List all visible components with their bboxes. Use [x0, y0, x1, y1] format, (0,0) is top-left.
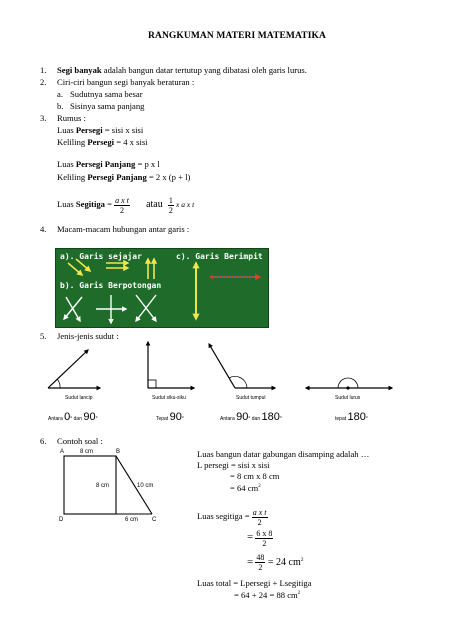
solution-segitiga-3 [247, 551, 303, 572]
angle-1-pre: Antara [48, 416, 65, 422]
frac1-den: 2 [120, 205, 125, 215]
luas-seg-eq: = [104, 199, 115, 209]
solution-total-2 [234, 589, 300, 600]
luas-pp-pre: Luas [57, 159, 76, 169]
angle-2-pre: Tepat [156, 416, 170, 422]
seg-frac-2-den: 2 [262, 538, 267, 548]
angle-3-name: Sudut tumpul [236, 395, 266, 401]
angle-1-name: Sudut lancip [65, 395, 93, 401]
solution-segitiga-1 [197, 507, 268, 527]
seg-eq-1: = [247, 531, 254, 543]
solution-line-2: = 8 cm x 8 cm [230, 471, 280, 481]
item-2b-text: Sisinya sama panjang [70, 101, 145, 111]
seg-result: = 24 cm [265, 556, 301, 568]
seg-frac-1 [252, 508, 268, 527]
angle-1-mid: dan [72, 416, 84, 422]
item-1-text [57, 65, 307, 75]
keliling-persegi-post: = 4 x sisi [114, 137, 148, 147]
luas-persegi-post: = sisi x sisi [102, 125, 144, 135]
keliling-persegi [57, 137, 148, 147]
frac2-den: 2 [168, 205, 173, 215]
luas-pp-post: = p x l [135, 159, 160, 169]
angle-4-pre: tepat [335, 416, 348, 422]
angle-3-v2-unit: ° [279, 416, 282, 422]
item-3-text: Rumus : [57, 113, 86, 123]
seg-frac-1-den: 2 [257, 517, 262, 527]
solution-line-1: L persegi = sisi x sisi [197, 460, 270, 470]
angle-1-v1: 0 [64, 411, 71, 423]
seg-frac-2 [255, 529, 273, 548]
angle-3-range [220, 411, 282, 423]
luas-persegi-pre: Luas [57, 125, 76, 135]
vertex-c: C [152, 517, 157, 523]
seg-eq-2: = [247, 555, 254, 568]
fraction-1-over-2 [168, 196, 174, 215]
seg-frac-3 [255, 553, 265, 572]
atau-text: atau [146, 199, 163, 210]
frac2-tail: x a x t [176, 200, 195, 209]
item-2-text: Ciri-ciri bangun segi banyak beraturan : [57, 77, 195, 87]
keliling-persegi-bold: Persegi [87, 137, 115, 147]
seg-frac-1-num: a x t [252, 507, 267, 517]
seg-frac-3-den: 2 [258, 563, 263, 573]
seg-pre: Luas segitiga = [197, 511, 252, 521]
luas-pp-bold: Persegi Panjang [75, 159, 136, 169]
solution-segitiga-2 [247, 528, 273, 548]
fraction-axt-over-2 [114, 196, 130, 215]
kel-pp-post: = 2 x (p + l) [146, 172, 191, 182]
solution-line-3-sup: 2 [258, 484, 261, 489]
angle-1-v2: 90 [83, 411, 96, 423]
item-number-1: 1. [40, 65, 47, 75]
angle-4-v1: 180 [347, 411, 366, 423]
seg-result-sup: 2 [300, 557, 304, 563]
luas-persegi-bold: Persegi [75, 125, 103, 135]
luas-seg-bold: Segitiga [75, 199, 105, 209]
item-number-2: 2. [40, 77, 47, 87]
lines-chalkboard [55, 248, 269, 328]
solution-question: Luas bangun datar gabungan disamping adalah … [197, 449, 370, 459]
vertex-d: D [59, 517, 64, 523]
total-2-pre: = 64 + 24 = 88 cm [234, 589, 298, 600]
label-bottom-6cm: 6 cm [125, 517, 139, 523]
item-2b-mark: b. [57, 101, 64, 111]
page-title: RANGKUMAN MATERI MATEMATIKA [148, 31, 326, 41]
vertex-b: B [116, 449, 121, 455]
solution-line-3-pre: = 64 cm [230, 482, 259, 493]
label-garis-berpotongan: b). Garis Berpotongan [60, 281, 162, 290]
seg-frac-3-num: 48 [256, 553, 265, 563]
item-2a-text: Sudutnya sama besar [70, 89, 143, 99]
angle-3-v1: 90 [236, 411, 249, 423]
item-1-bold: Segi banyak [57, 65, 102, 75]
item-5-text: Jenis-jenis sudut : [57, 331, 119, 341]
angle-3-v1-unit: ° [248, 416, 251, 422]
vertex-a: A [60, 449, 65, 455]
label-hyp-10cm: 10 cm [137, 483, 154, 489]
label-side-8cm: 8 cm [96, 483, 110, 489]
luas-persegi [57, 125, 143, 135]
solution-line-3 [230, 482, 261, 493]
angle-1-v2-unit: ° [95, 416, 98, 422]
label-top-8cm: 8 cm [80, 449, 94, 455]
item-4-text: Macam-macam hubungan antar garis : [57, 224, 190, 234]
angle-1-range [48, 411, 98, 423]
frac2-num: 1 [168, 195, 173, 205]
luas-segitiga [57, 195, 194, 215]
label-garis-sejajar: a). Garis sejajar [60, 252, 142, 261]
angle-2-v1: 90 [169, 411, 182, 423]
item-number-4: 4. [40, 224, 47, 234]
angle-2-range [156, 411, 184, 423]
item-6-text: Contoh soal : [57, 436, 103, 446]
angle-4-v1-unit: ° [365, 416, 368, 422]
angle-4-range [335, 411, 368, 423]
luas-seg-pre: Luas [57, 199, 76, 209]
item-number-6: 6. [40, 436, 47, 446]
seg-frac-2-num: 6 x 8 [256, 528, 273, 538]
angle-3-v2: 180 [261, 411, 280, 423]
item-number-3: 3. [40, 113, 47, 123]
total-2-sup: 2 [297, 591, 301, 596]
angle-3-mid: dan [250, 416, 262, 422]
solution-total: Luas total = Lpersegi + Lsegitiga [197, 578, 312, 588]
angle-2-name: Sudut siku-siku [152, 395, 186, 401]
frac1-num: a x t [115, 195, 129, 205]
line-arrows-drawing [56, 249, 268, 327]
angle-1-v1-unit: ° [70, 416, 73, 422]
angle-3-pre: Antara [220, 416, 237, 422]
kel-pp-pre: Keliling [57, 172, 88, 182]
luas-persegi-panjang [57, 159, 160, 169]
item-1-rest: adalah bangun datar tertutup yang dibatasi oleh garis lurus. [101, 65, 307, 75]
item-number-5: 5. [40, 331, 47, 341]
keliling-persegi-panjang [57, 172, 190, 182]
angle-4-name: Sudut lurus [335, 395, 361, 401]
item-2a-mark: a. [57, 89, 63, 99]
keliling-persegi-pre: Keliling [57, 137, 88, 147]
kel-pp-bold: Persegi Panjang [87, 172, 147, 182]
angle-2-v1-unit: ° [181, 416, 184, 422]
label-garis-berimpit: c). Garis Berimpit [176, 252, 263, 261]
